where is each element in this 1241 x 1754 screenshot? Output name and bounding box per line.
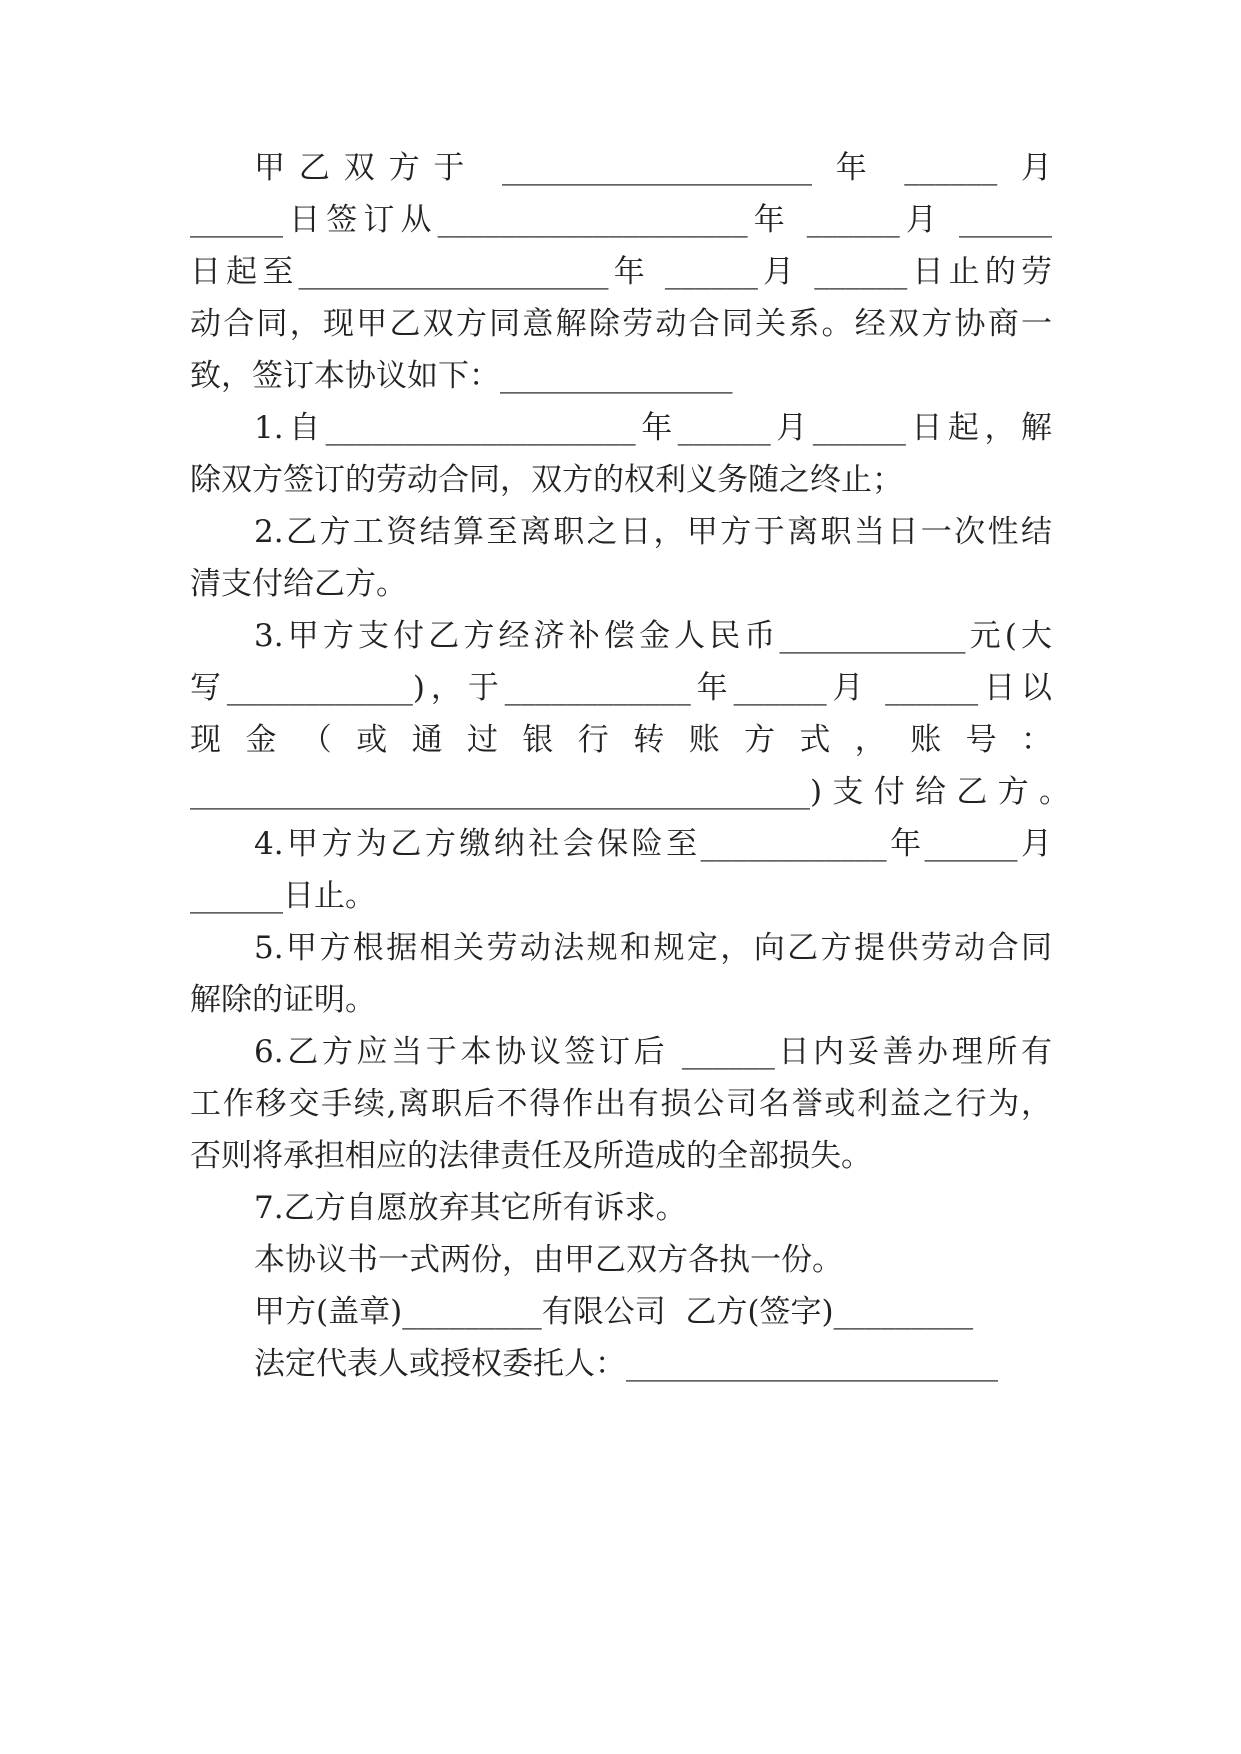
paragraph-intro-line-3: 日起至____________________年 ______月 ______日止的劳: [190, 254, 1052, 290]
clause-4-line-1: 4.甲方为乙方缴纳社会保险至____________年______月: [254, 826, 1052, 862]
clause-3-line-4: ________________________________________)支付给乙方。: [190, 774, 1070, 810]
clause-2-line-2: 清支付给乙方。: [190, 566, 407, 602]
clause-5-line-2: 解除的证明。: [190, 982, 376, 1018]
paragraph-intro-line-2: ______日签订从____________________年 ______月 ______: [190, 202, 1052, 238]
clause-7: 7.乙方自愿放弃其它所有诉求。: [254, 1190, 687, 1226]
clause-2-line-1: 2.乙方工资结算至离职之日，甲方于离职当日一次性结: [254, 514, 1052, 550]
clause-1-line-1: 1.自____________________年______月______日起，解: [254, 410, 1052, 446]
paragraph-intro-line-5: 致，签订本协议如下：_______________: [190, 358, 733, 394]
clause-6-line-2: 工作移交手续,离职后不得作出有损公司名誉或利益之行为，: [190, 1086, 1052, 1122]
clause-3-line-1: 3.甲方支付乙方经济补偿金人民币____________元(大: [254, 618, 1052, 654]
paragraph-intro-line-1: 甲乙双方于 ____________________ 年 ______ 月: [254, 150, 1052, 186]
clause-1-line-2: 除双方签订的劳动合同，双方的权利义务随之终止；: [190, 462, 903, 498]
clause-5-line-1: 5.甲方根据相关劳动法规和规定，向乙方提供劳动合同: [254, 930, 1052, 966]
signature-line-representative: 法定代表人或授权委托人：________________________: [254, 1346, 998, 1382]
paragraph-intro-line-4: 动合同，现甲乙双方同意解除劳动合同关系。经双方协商一: [190, 306, 1052, 342]
clause-3-line-2: 写____________)，于____________年______月 ______日以: [190, 670, 1052, 706]
clause-6-line-3: 否则将承担相应的法律责任及所造成的全部损失。: [190, 1138, 872, 1174]
clause-4-line-2: ______日止。: [190, 878, 376, 914]
clause-6-line-1: 6.乙方应当于本协议签订后 ______日内妥善办理所有: [254, 1034, 1052, 1070]
copies-statement: 本协议书一式两份，由甲乙双方各执一份。: [254, 1242, 843, 1278]
signature-line-parties: 甲方(盖章)_________有限公司 乙方(签字)_________: [254, 1294, 974, 1330]
clause-3-line-3: 现金（或通过银行转账方式，账号：: [190, 722, 1052, 758]
